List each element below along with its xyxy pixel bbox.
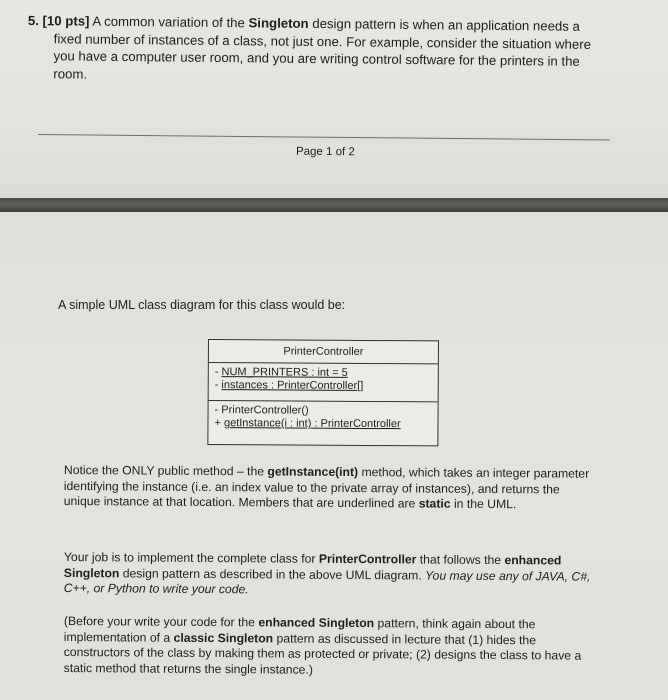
uml-attribute: - instances : PrinterController[] (214, 379, 364, 392)
uml-operations (208, 401, 437, 431)
singleton-term: Singleton (248, 15, 309, 31)
uml-attributes (209, 363, 438, 402)
page-number: Page 1 of 2 (295, 145, 355, 159)
uml-operation: - PrinterController() (214, 404, 309, 417)
question-5-text: 5. [10 pts] A common variation of the Singleton design pattern is when an application needs a fixed number of instances of a class, not just one. For example, consider the situation where you have a computer user room, and you are writing control software for the printers in the room. (27, 12, 592, 82)
page-break-gap (0, 198, 668, 212)
question-number: 5. (27, 12, 39, 29)
uml-class-diagram (207, 339, 439, 446)
uml-class-name: PrinterController (209, 340, 438, 364)
uml-attribute: - NUM_PRINTERS : int = 5 (214, 366, 348, 379)
job-paragraph: Your job is to implement the complete class for PrinterController that follows the enhanced Singleton design pattern as described in the above UML diagram. You may use any of JAVA, C#, C++, or Python to write your code. (63, 550, 591, 597)
uml-operation: + getInstance(i : int) : PrinterController (214, 417, 401, 431)
before-paragraph: (Before your write your code for the enhanced Singleton pattern, think again about the implementation of a classic Singleton pattern as discussed in lecture that (1) hides the constructors of the class by making them as protected or private; (2) designs the class to have a static method that returns the single instance.) (63, 614, 582, 677)
uml-intro-text: A simple UML class diagram for this class would be: (58, 298, 346, 312)
notice-paragraph: Notice the ONLY public method – the getInstance(int) method, which takes an integer parameter identifying the instance (i.e. an index value to the private array of instances), and returns the unique instance at that location. Members that are underlined are static in the UML. (63, 463, 590, 512)
question-points: [10 pts] (42, 13, 90, 29)
